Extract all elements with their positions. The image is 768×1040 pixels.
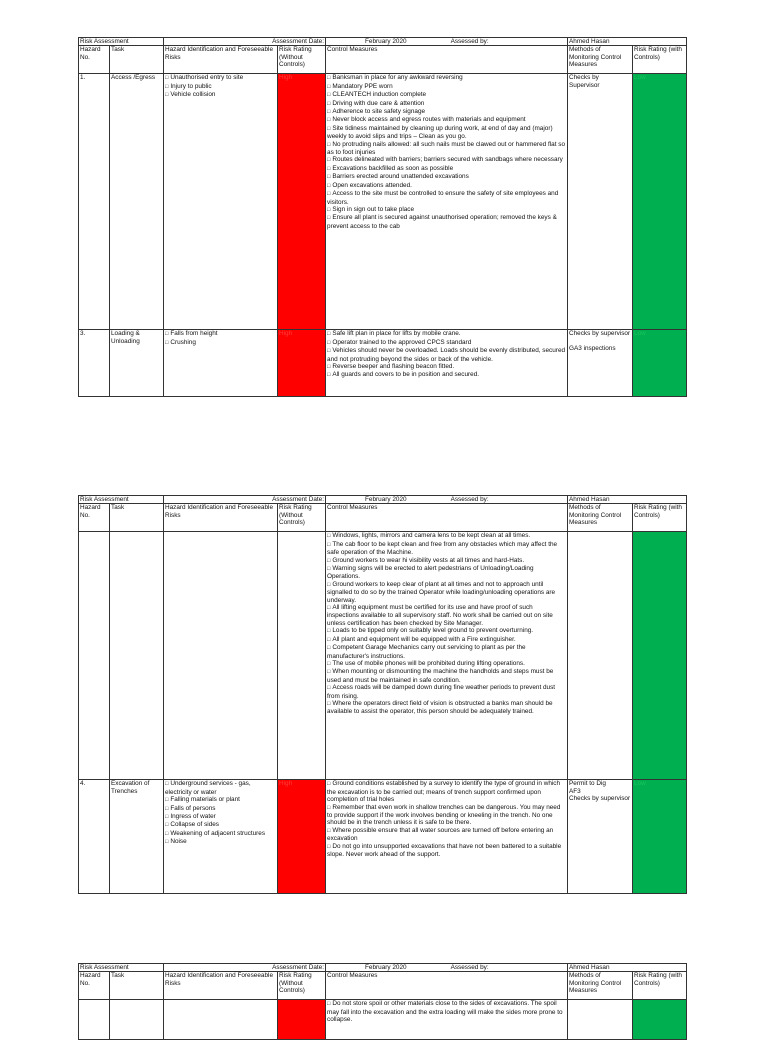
task: Excavation of Trenches [110, 780, 164, 894]
col-hazard-no: Hazard No. [79, 504, 110, 532]
task: Loading & Unloading [110, 330, 164, 397]
table-row [79, 74, 687, 330]
risk-table-1 [78, 37, 687, 397]
col-hazard-no: Hazard No. [79, 972, 110, 1000]
col-rating-with: Risk Rating (with Controls) [633, 504, 687, 532]
rating-with: Low [633, 74, 687, 330]
date-value: February 2020 Assessed by: [326, 964, 568, 972]
task: Access /Egress [110, 74, 164, 330]
col-rating-with: Risk Rating (with Controls) [633, 972, 687, 1000]
col-controls: Control Measures [326, 504, 568, 532]
col-controls: Control Measures [326, 46, 568, 74]
hazards: □ Underground services - gas, electricity or water □ Falling materials or plant □ Falls of persons □ Ingress of water □ Collapse of sides □ Weakening of adjacent structures □ Noise [164, 780, 278, 894]
date-value: February 2020 Assessed by: [326, 496, 568, 504]
title: Risk Assessment [79, 964, 164, 972]
rating-without: High [278, 330, 326, 397]
hazards [164, 1000, 278, 1040]
table-row [79, 532, 687, 780]
assessor: Ahmed Hasan [568, 496, 687, 504]
controls: □ Safe lift plan in place for lifts by mobile crane. □ Operator trained to the approved CPCS standard □ Vehicles should never be overloaded. Loads should be evenly distributed, secured and not protruding beyond the sides or back of the vehicle. □ Reverse beeper and flashing beacon fitted. □ All guards and covers to be in position and secured. [326, 330, 568, 397]
col-hazards: Hazard Identification and Foreseeable Risks [164, 972, 278, 1000]
controls: □ Banksman in place for any awkward reversing □ Mandatory PPE worn □ CLEANTECH induction complete □ Driving with due care & attention □ Adherence to site safety signage □ Never block access and egress routes with materials and equipment □ Site tidiness maintained by cleaning up during work, at end of day and (major) weekly to avoid slips and trips – Clean as you go. □ No protruding nails allowed: all such nails must be clawed out or hammered flat so as to foot injuries □ Routes delineated with barriers; barriers secured with sandbags where necessary □ Excavations backfilled as soon as possible □ Barriers erected around unattended excavations □ Open excavations attended. □ Access to the site must be controlled to ensure the safety of site employees and visitors. □ Sign in sign out to take place □ Ensure all plant is secured against unauthorised operation; removed the keys & prevent access to the cab [326, 74, 568, 330]
controls: □ Ground conditions established by a survey to identify the type of ground in which the excavation is to be carried out; means of trench support confirmed upon completion of trial holes □ Remember that even work in shallow trenches can be dangerous. You may need to provide support if the work involves bending or kneeling in the trench. No one should be in the trench unless it is safe to be there. □ Where possible ensure that all water sources are turned off before entering an excavation □ Do not go into unsupported excavations that have not been battered to a suitable slope. Never work ahead of the support. [326, 780, 568, 894]
assessor: Ahmed Hasan [568, 964, 687, 972]
hazards: □ Falls from height □ Crushing [164, 330, 278, 397]
risk-table-2 [78, 495, 687, 894]
date-label: Assessment Date: [164, 38, 326, 46]
date-value: February 2020 Assessed by: [326, 38, 568, 46]
monitoring: Checks by supervisor GA3 inspections [568, 330, 633, 397]
col-monitoring: Methods of Monitoring Control Measures [568, 504, 633, 532]
rating-without [278, 1000, 326, 1040]
col-controls: Control Measures [326, 972, 568, 1000]
col-task: Task [110, 46, 164, 74]
col-hazards: Hazard Identification and Foreseeable Risks [164, 46, 278, 74]
monitoring: Permit to Dig AF3 Checks by supervisor [568, 780, 633, 894]
title: Risk Assessment [79, 496, 164, 504]
date-label: Assessment Date: [164, 496, 326, 504]
table-row [79, 1000, 687, 1040]
controls: □ Windows, lights, mirrors and camera lens to be kept clean at all times. □ The cab floor to be kept clean and free from any obstacles which may affect the safe operation of the Machine. □ Ground workers to wear hi visibility vests at all times and hard-Hats. □ Warning signs will be erected to alert pedestrians of Unloading/Loading Operations. □ Ground workers to keep clear of plant at all times and not to approach until signalled to do so by the trained Operator while loading/unloading operations are underway. □ All lifting equipment must be certified for its use and have proof of such inspections available to all supervisory staff. No work shall be carried out on site unless certification has been checked by Site Manager. □ Loads to be tipped only on suitably level ground to prevent overturning. □ All plant and equipment will be equipped with a Fire extinguisher. □ Competent Garage Mechanics carry out servicing to plant as per the manufacturer's instructions. □ The use of mobile phones will be prohibited during lifting operations. □ When mounting or dismounting the machine the handholds and steps must be used and must be maintained in safe condition. □ Access roads will be damped down during fine weather periods to prevent dust from rising. □ Where the operators direct field of vision is obstructed a banks man should be available to assist the operator, this person should be adequately trained. [326, 532, 568, 780]
hazards [164, 532, 278, 780]
col-hazards: Hazard Identification and Foreseeable Risks [164, 504, 278, 532]
task [110, 532, 164, 780]
task [110, 1000, 164, 1040]
col-monitoring: Methods of Monitoring Control Measures [568, 972, 633, 1000]
hazard-no [79, 1000, 110, 1040]
rating-without: High [278, 780, 326, 894]
risk-table-3 [78, 963, 687, 1040]
rating-with [633, 1000, 687, 1040]
rating-with: Low [633, 330, 687, 397]
hazard-no: 3. [79, 330, 110, 397]
hazard-no [79, 532, 110, 780]
hazard-no: 4. [79, 780, 110, 894]
rating-with [633, 532, 687, 780]
monitoring: Checks by Supervisor [568, 74, 633, 330]
date-label: Assessment Date: [164, 964, 326, 972]
hazards: □ Unauthorised entry to site □ Injury to public □ Vehicle collision [164, 74, 278, 330]
title: Risk Assessment [79, 38, 164, 46]
col-rating-without: Risk Rating (Without Controls) [278, 504, 326, 532]
hazard-no: 1. [79, 74, 110, 330]
col-rating-with: Risk Rating (with Controls) [633, 46, 687, 74]
col-rating-without: Risk Rating (Without Controls) [278, 46, 326, 74]
monitoring [568, 1000, 633, 1040]
assessor: Ahmed Hasan [568, 38, 687, 46]
col-task: Task [110, 504, 164, 532]
col-hazard-no: Hazard No. [79, 46, 110, 74]
col-task: Task [110, 972, 164, 1000]
rating-with: Low [633, 780, 687, 894]
table-row [79, 330, 687, 397]
rating-without: High [278, 74, 326, 330]
table-row [79, 780, 687, 894]
rating-without [278, 532, 326, 780]
controls: □ Do not store spoil or other materials close to the sides of excavations. The spoil may fall into the excavation and the extra loading will make the sides more prone to collapse. [326, 1000, 568, 1040]
col-monitoring: Methods of Monitoring Control Measures [568, 46, 633, 74]
monitoring [568, 532, 633, 780]
col-rating-without: Risk Rating (Without Controls) [278, 972, 326, 1000]
